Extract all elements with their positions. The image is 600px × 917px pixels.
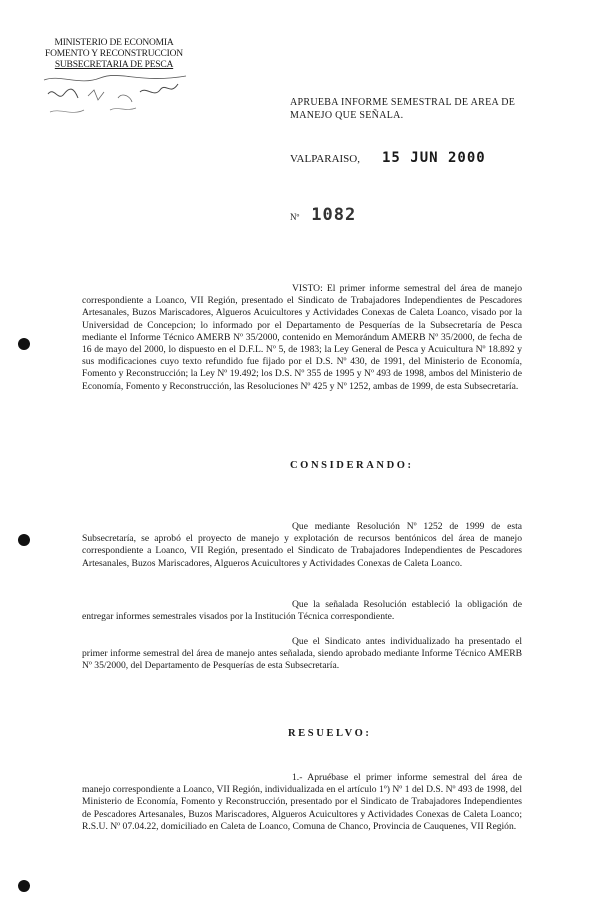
considerando-paragraph-3: Que el Sindicato antes individualizado ha presentado el primer informe semestral del área de manejo antes señalada, siendo aprobado mediante Informe Técnico AMERB Nº 35/2000, del Departamento de Pesquerías de esta Subsecretaría. bbox=[82, 636, 522, 672]
considerando-paragraph-1: Que mediante Resolución Nº 1252 de 1999 de esta Subsecretaría, se aprobó el proyecto de manejo y explotación de recursos bentónicos del área de manejo correspondiente a Loanco, VII Región, presentado el Sindicato de Trabajadores Independientes de Pescadores Artesanales, Buzos Mariscadores, Algueros Acuicultores y Actividades Conexas de Caleta Loanco. bbox=[82, 521, 522, 569]
resuelvo-heading: RESUELVO: bbox=[288, 728, 372, 739]
punch-hole-middle bbox=[18, 534, 30, 546]
letterhead-ministry: MINISTERIO DE ECONOMIA bbox=[54, 38, 174, 48]
punch-hole-bottom bbox=[18, 880, 30, 892]
letterhead-fomento: FOMENTO Y RECONSTRUCCION bbox=[45, 49, 183, 59]
date-stamp: 15 JUN 2000 bbox=[382, 150, 486, 166]
visto-paragraph: VISTO: El primer informe semestral del área de manejo correspondiente a Loanco, VII Región, presentado el Sindicato de Trabajadores Independientes de Pescadores Artesanales, Buzos Mariscadores, Algueros Acuicultores y Actividades Conexas de Caleta Loanco, visado por la Universidad de Concepcion; lo informado por el Departamento de Pesquerías de la Subsecretaría de Pesca mediante el Informe Técnico AMERB Nº 35/2000, contenido en Memorándum AMERB Nº 35/2000, de fecha de 16 de mayo del 2000, lo dispuesto en el D.F.L. Nº 5, de 1983; la Ley General de Pesca y Acuicultura Nº 18.892 y sus modificaciones cuyo texto refundido fue fijado por el D.S. Nº 430, de 1991, del Ministerio de Economía, Fomento y Reconstrucción; la Ley Nº 19.492; los D.S. Nº 355 de 1995 y Nº 493 de 1998, ambos del Ministerio de Economía, Fomento y Reconstrucción, las Resoluciones Nº 425 y Nº 1252, ambas de 1999, de esta Subsecretaría. bbox=[82, 283, 522, 392]
letterhead bbox=[24, 38, 204, 71]
number-label: Nº bbox=[290, 212, 300, 222]
resolution-number bbox=[290, 205, 356, 225]
place-date-line bbox=[290, 150, 486, 166]
document-subject: APRUEBA INFORME SEMESTRAL DE AREA DE MANEJO QUE SEÑALA. bbox=[290, 97, 516, 121]
letterhead-subsecretaria: SUBSECRETARIA DE PESCA bbox=[54, 60, 174, 70]
resuelvo-paragraph-1: 1.- Apruébase el primer informe semestral del área de manejo correspondiente a Loanco, VII Región, individualizada en el artículo 1º) Nº 1 del D.S. Nº 493 de 1998, del Ministerio de Economía, Fomento y Reconstrucción, presentado por el Sindicato de Trabajadores Independientes de Pescadores Artesanales, Buzos Mariscadores, Algueros Acuicultores y Actividades Conexas de Caleta Loanco; R.S.U. Nº 07.04.22, domiciliado en Caleta de Loanco, Comuna de Chanco, Provincia de Cauquenes, VII Región. bbox=[82, 772, 522, 832]
considerando-heading: CONSIDERANDO: bbox=[290, 460, 414, 471]
considerando-paragraph-2: Que la señalada Resolución estableció la obligación de entregar informes semestrales visados por la Institución Técnica correspondiente. bbox=[82, 599, 522, 623]
official-stamp-scribble bbox=[40, 72, 190, 120]
punch-hole-top bbox=[18, 338, 30, 350]
place: VALPARAISO, bbox=[290, 153, 360, 165]
number-value: 1082 bbox=[311, 205, 357, 225]
